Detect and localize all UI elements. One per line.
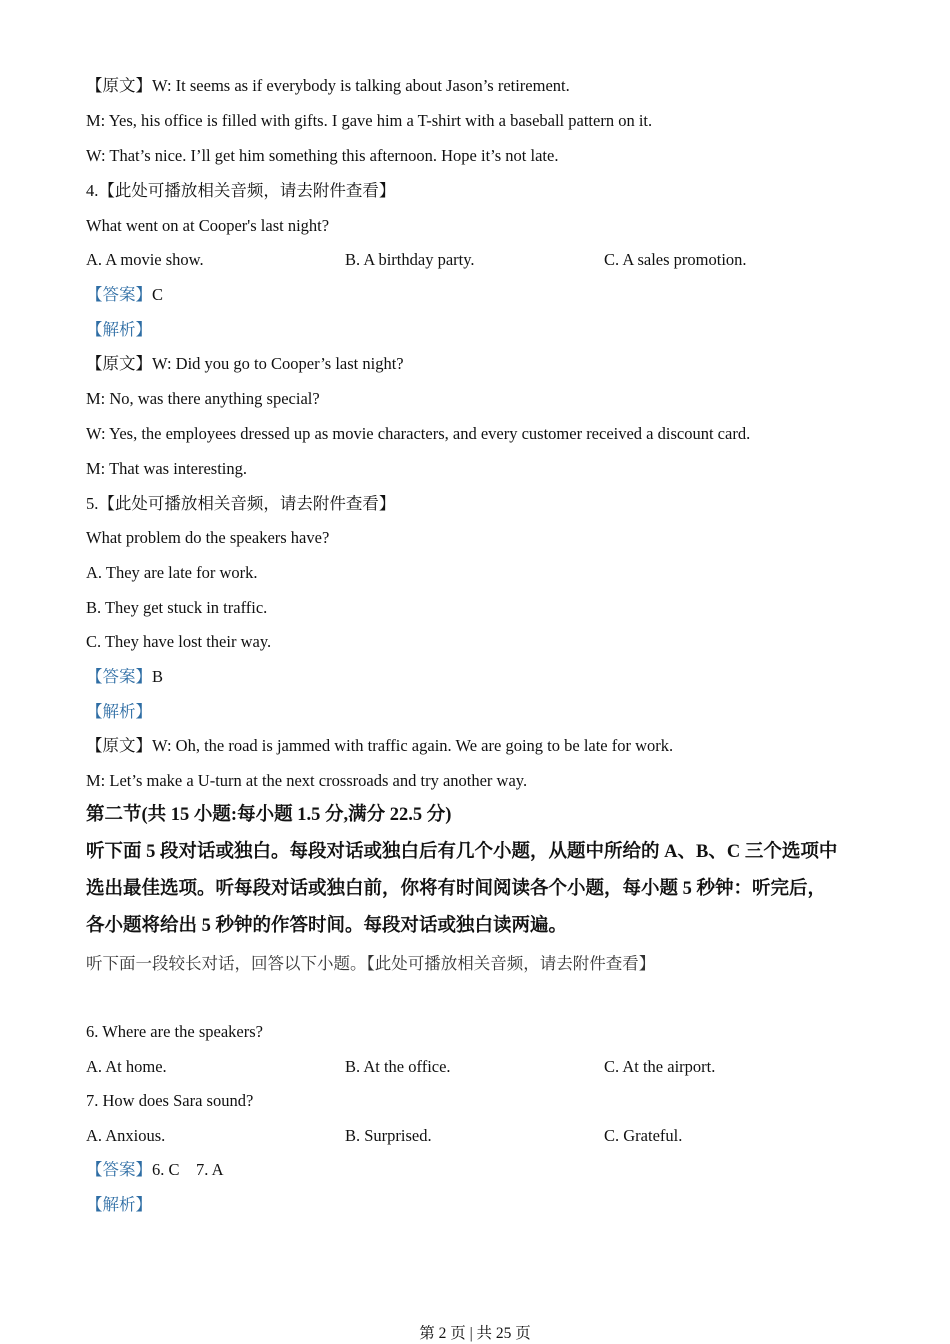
section-instructions: 听下面 5 段对话或独白。每段对话或独白后有几个小题，从题中所给的 A、B、C 三个选项中 <box>86 842 838 862</box>
answer-tag: 【答案】 <box>86 1160 152 1179</box>
audio-note: 【此处可播放相关音频，请去附件查看】 <box>98 494 396 513</box>
yuanwen-tag: 【原文】 <box>86 354 152 373</box>
audio-note: 【此处可播放相关音频，请去附件查看】 <box>98 181 396 200</box>
question-6-option-b: B. At the office. <box>345 1057 451 1076</box>
question-6-option-c: C. At the airport. <box>604 1057 716 1076</box>
transcript-line: 【原文】W: Oh, the road is jammed with traffic again. We are going to be late for work. <box>86 736 674 755</box>
question-7-option-c: C. Grateful. <box>604 1126 683 1145</box>
analysis-tag: 【解析】 <box>86 320 152 339</box>
question-5-header: 5.【此处可播放相关音频，请去附件查看】 <box>86 494 396 513</box>
question-6-7-answer: 【答案】6. C 7. A <box>86 1160 224 1179</box>
transcript-line: M: No, was there anything special? <box>86 389 320 408</box>
yuanwen-tag: 【原文】 <box>86 736 152 755</box>
page-number: 第 2 页 | 共 25 页 <box>419 1325 531 1342</box>
transcript-line: M: Yes, his office is filled with gifts. I gave him a T-shirt with a baseball pattern on it. <box>86 111 653 130</box>
transcript-line: W: Yes, the employees dressed up as movie characters, and every customer received a discount card. <box>86 424 751 443</box>
question-5-option-b: B. They get stuck in traffic. <box>86 598 268 617</box>
yuanwen-tag: 【原文】 <box>86 76 152 95</box>
answer-tag: 【答案】 <box>86 285 152 304</box>
transcript-line: 【原文】W: It seems as if everybody is talking about Jason’s retirement. <box>86 76 570 95</box>
question-4-header: 4.【此处可播放相关音频，请去附件查看】 <box>86 181 396 200</box>
question-4-text: What went on at Cooper's last night? <box>86 216 330 235</box>
question-4-option-b: B. A birthday party. <box>345 250 475 269</box>
analysis-tag: 【解析】 <box>86 1195 152 1214</box>
question-7-option-a: A. Anxious. <box>86 1126 166 1145</box>
analysis-tag: 【解析】 <box>86 702 152 721</box>
transcript-line: M: That was interesting. <box>86 459 248 478</box>
question-7-text: 7. How does Sara sound? <box>86 1091 254 1110</box>
question-6-option-a: A. At home. <box>86 1057 167 1076</box>
question-4-option-a: A. A movie show. <box>86 250 204 269</box>
question-4-answer: 【答案】C <box>86 285 164 304</box>
section-instructions: 各小题将给出 5 秒钟的作答时间。每段对话或独白读两遍。 <box>86 916 568 936</box>
listen-note: 听下面一段较长对话，回答以下小题。【此处可播放相关音频，请去附件查看】 <box>86 954 656 973</box>
question-4-option-c: C. A sales promotion. <box>604 250 747 269</box>
transcript-line: W: That’s nice. I’ll get him something this afternoon. Hope it’s not late. <box>86 146 559 165</box>
question-5-option-a: A. They are late for work. <box>86 563 258 582</box>
answer-tag: 【答案】 <box>86 667 152 686</box>
question-5-answer: 【答案】B <box>86 667 164 686</box>
transcript-line: 【原文】W: Did you go to Cooper’s last night? <box>86 354 404 373</box>
question-5-text: What problem do the speakers have? <box>86 528 330 547</box>
section-instructions: 选出最佳选项。听每段对话或独白前，你将有时间阅读各个小题，每小题 5 秒钟：听完后， <box>86 879 827 899</box>
transcript-line: M: Let’s make a U-turn at the next crossroads and try another way. <box>86 771 528 790</box>
section-heading: 第二节(共 15 小题:每小题 1.5 分,满分 22.5 分) <box>86 805 452 825</box>
question-7-option-b: B. Surprised. <box>345 1126 432 1145</box>
question-5-option-c: C. They have lost their way. <box>86 632 272 651</box>
question-6-text: 6. Where are the speakers? <box>86 1022 263 1041</box>
